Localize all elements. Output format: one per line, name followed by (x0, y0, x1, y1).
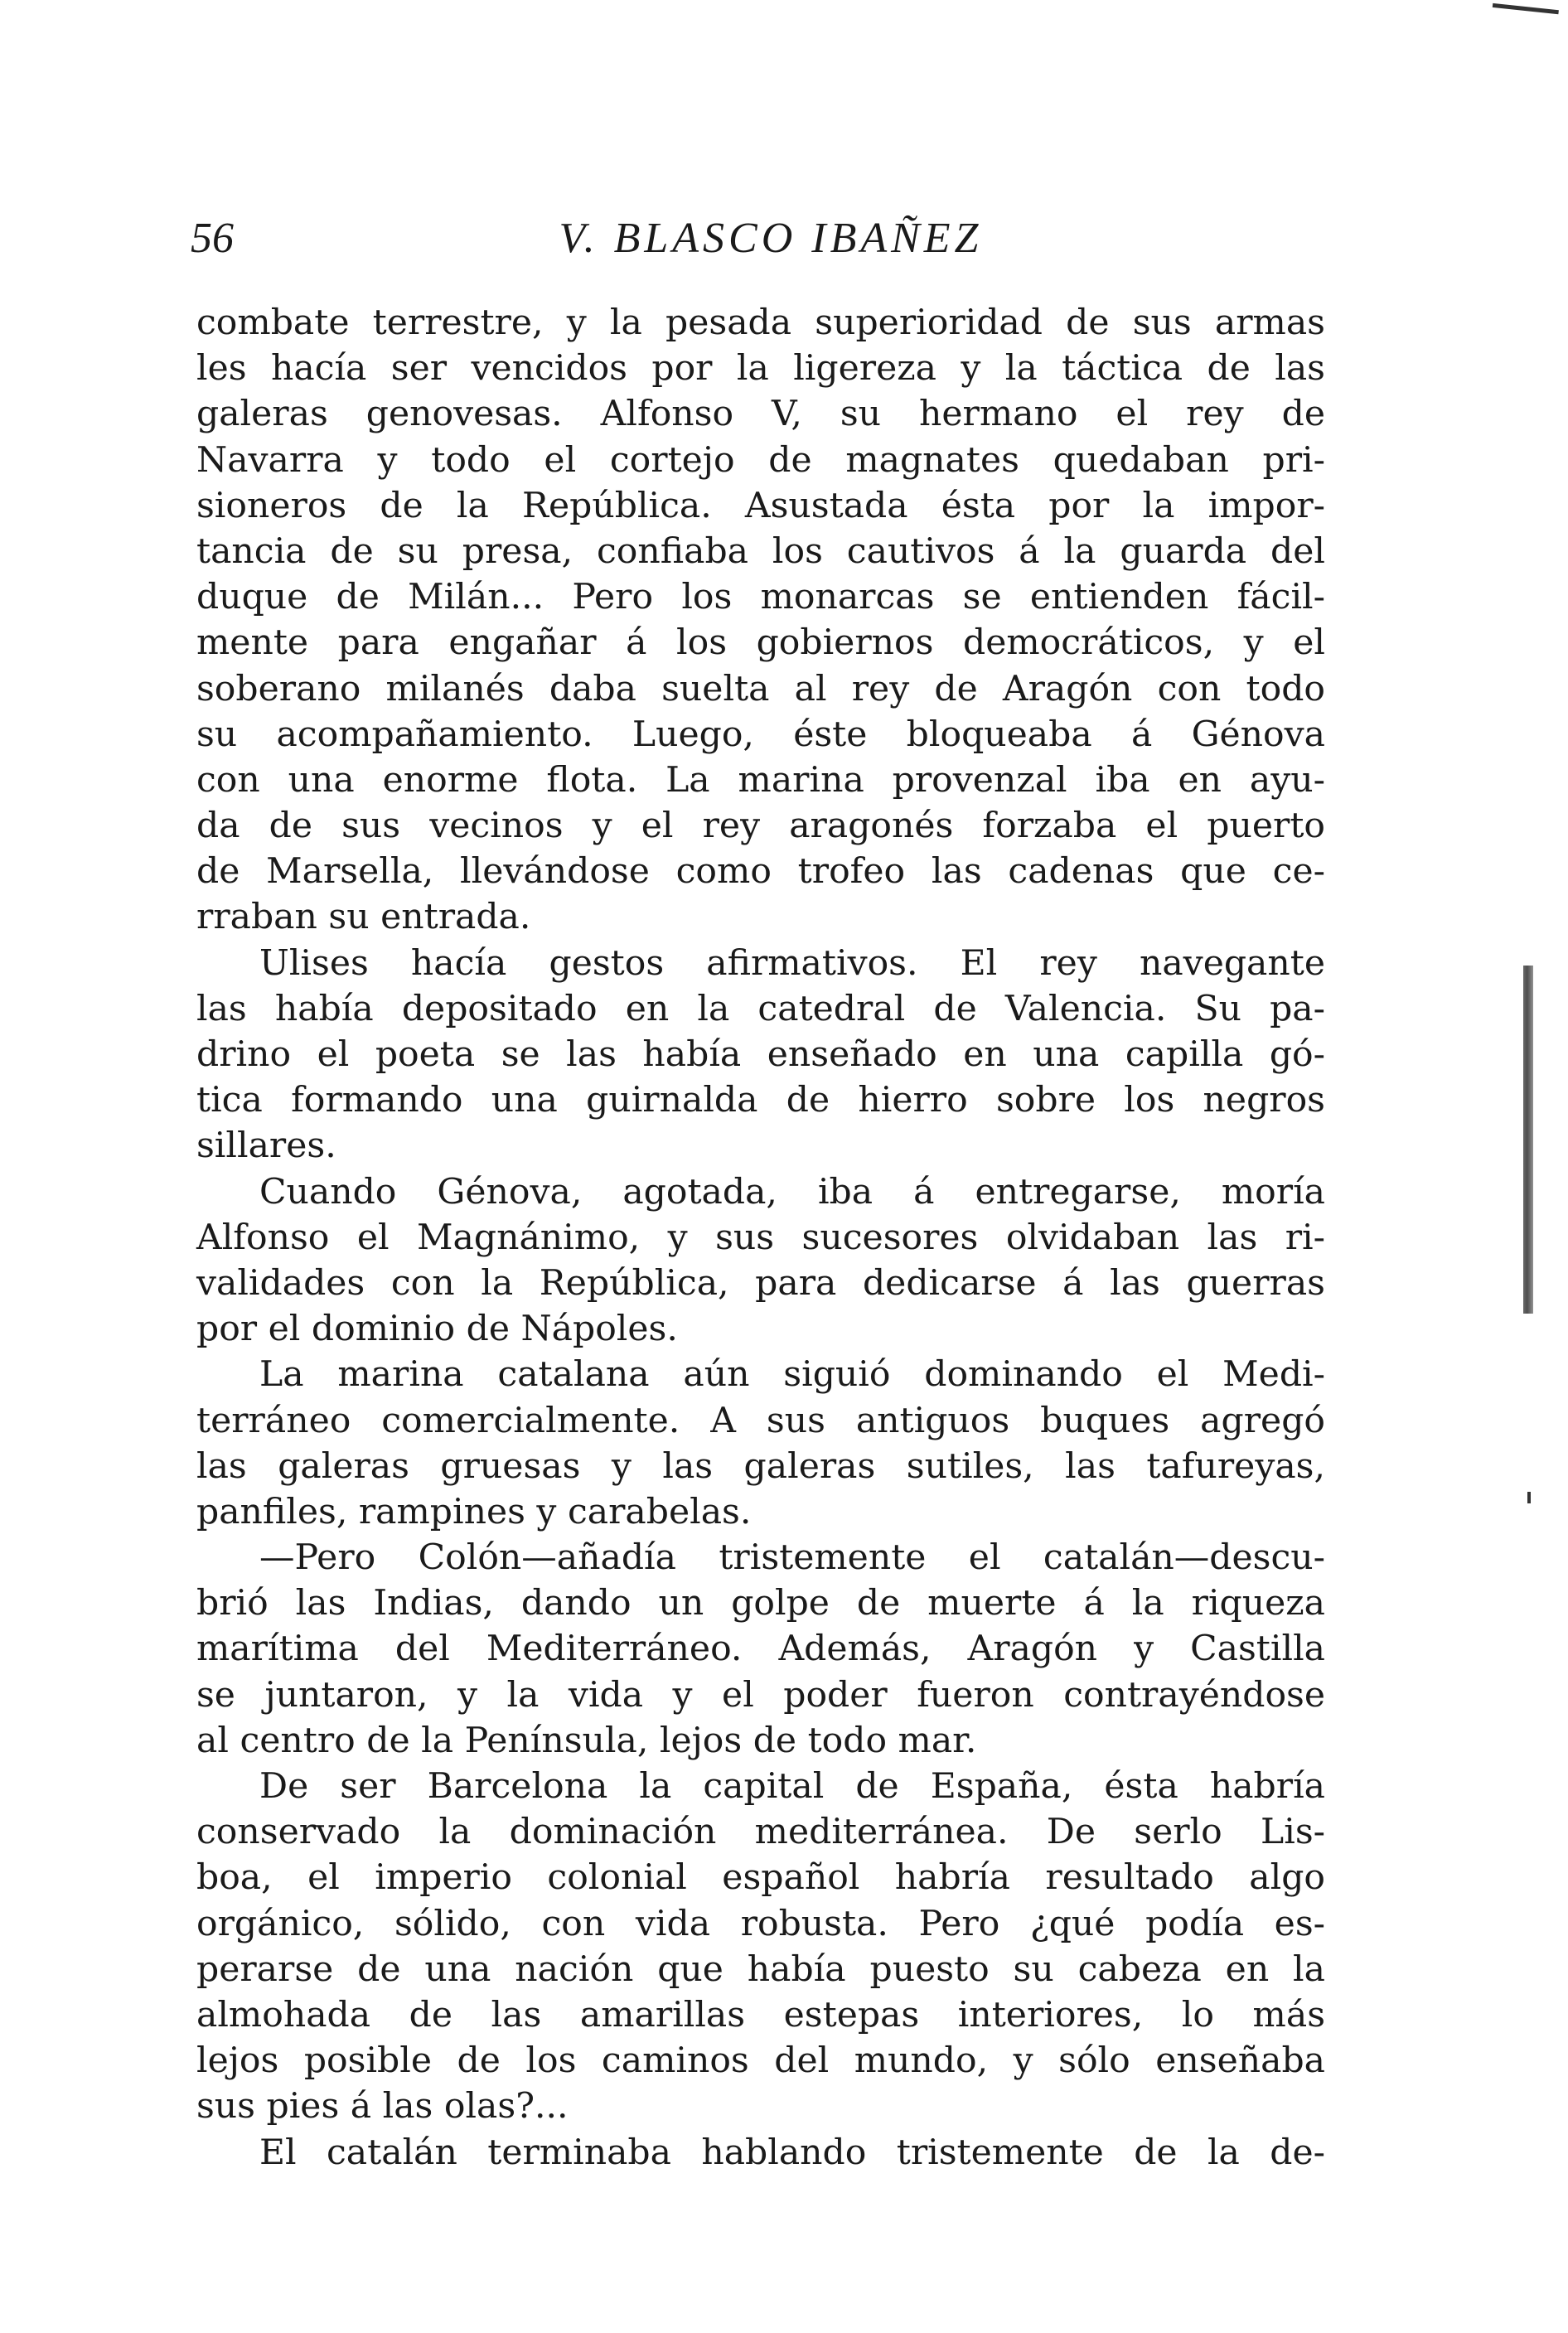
text-line: da de sus vecinos y el rey aragonés forzaba el puerto (196, 806, 1325, 847)
text-line: Navarra y todo el cortejo de magnates quedaban pri- (196, 439, 1325, 481)
text-line: las había depositado en la catedral de Valencia. Su pa- (196, 988, 1325, 1029)
text-line: La marina catalana aún siguió dominando el Medi- (259, 1354, 1325, 1396)
text-line: tica formando una guirnalda de hierro sobre los negros (196, 1080, 1325, 1121)
text-line: perarse de una nación que había puesto su cabeza en la (196, 1948, 1325, 1990)
text-line: tancia de su presa, confiaba los cautivos á la guarda del (196, 530, 1325, 572)
body-text (196, 300, 1325, 2176)
text-line: al centro de la Península, lejos de todo mar. (196, 1720, 977, 1761)
text-line: orgánico, sólido, con vida robusta. Pero ¿qué podía es- (196, 1903, 1325, 1944)
text-line: almohada de las amarillas estepas interiores, lo más (196, 1994, 1325, 2035)
text-line: —Pero Colón—añadía tristemente el catalán—descu- (259, 1537, 1325, 1579)
text-line: lejos posible de los caminos del mundo, y sólo enseñaba (196, 2040, 1325, 2082)
page-header (191, 206, 1318, 280)
text-line: se juntaron, y la vida y el poder fueron contrayéndose (196, 1674, 1325, 1716)
text-line: con una enorme flota. La marina provenzal iba en ayu- (196, 759, 1325, 801)
text-line: conservado la dominación mediterránea. De serlo Lis- (196, 1812, 1325, 1853)
text-line: validades con la República, para dedicarse á las guerras (196, 1262, 1325, 1304)
text-line: sioneros de la República. Asustada ésta por la impor- (196, 485, 1325, 526)
page-number: 56 (191, 215, 234, 262)
text-line: brió las Indias, dando un golpe de muerte á la riqueza (196, 1583, 1325, 1624)
text-line: rraban su entrada. (196, 897, 531, 938)
text-line: mente para engañar á los gobiernos democráticos, y el (196, 622, 1325, 664)
text-line: de Marsella, llevándose como trofeo las cadenas que ce- (196, 851, 1325, 893)
text-line: Alfonso el Magnánimo, y sus sucesores olvidaban las ri- (196, 1217, 1325, 1258)
text-line: drino el poeta se las había enseñado en una capilla gó- (196, 1034, 1325, 1075)
scan-margin-tick (1527, 1492, 1531, 1503)
text-line: panfiles, rampines y carabelas. (196, 1491, 752, 1532)
text-line: duque de Milán... Pero los monarcas se entienden fácil- (196, 577, 1325, 618)
text-line: les hacía ser vencidos por la ligereza y la táctica de las (196, 348, 1325, 390)
text-line: El catalán terminaba hablando tristemente de la de- (259, 2132, 1325, 2173)
text-line: De ser Barcelona la capital de España, ésta habría (259, 1766, 1325, 1807)
text-line: sillares. (196, 1125, 336, 1167)
text-line: boa, el imperio colonial español habría resultado algo (196, 1857, 1325, 1899)
text-line: por el dominio de Nápoles. (196, 1309, 678, 1350)
scan-margin-edge (1523, 966, 1533, 1314)
text-line: terráneo comercialmente. A sus antiguos buques agregó (196, 1400, 1325, 1441)
text-line: marítima del Mediterráneo. Además, Aragón y Castilla (196, 1629, 1325, 1670)
scan-corner-mark (1491, 3, 1559, 27)
text-line: las galeras gruesas y las galeras sutiles, las tafureyas, (196, 1445, 1325, 1487)
text-line: Ulises hacía gestos afirmativos. El rey navegante (259, 942, 1325, 984)
running-head: V. BLASCO IBAÑEZ (559, 215, 983, 262)
text-line: Cuando Génova, agotada, iba á entregarse, moría (259, 1171, 1325, 1212)
text-line: sus pies á las olas?... (196, 2086, 569, 2127)
text-line: su acompañamiento. Luego, éste bloqueaba á Génova (196, 714, 1325, 755)
text-line: galeras genovesas. Alfonso V, su hermano el rey de (196, 394, 1325, 435)
text-line: combate terrestre, y la pesada superioridad de sus armas (196, 303, 1325, 343)
text-line: soberano milanés daba suelta al rey de Aragón con todo (196, 668, 1325, 709)
